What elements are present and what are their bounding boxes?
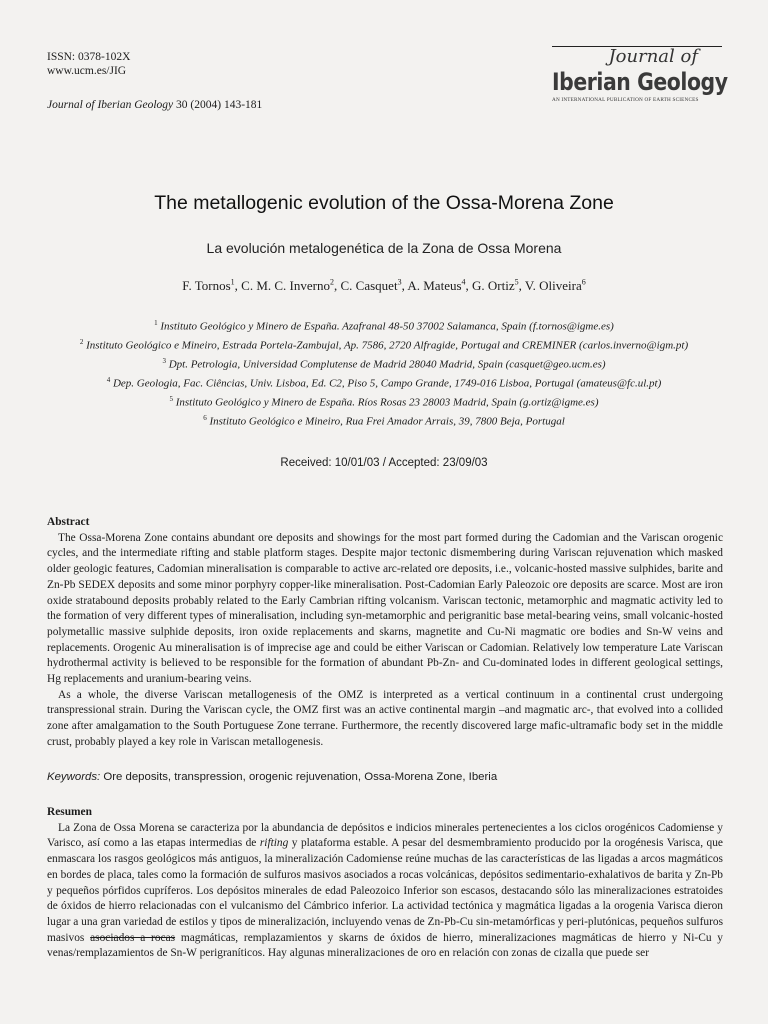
affiliation: $^4$ Dep. Geologia, Fac. Ciências, Univ. Lisboa, Ed. C2, Piso 5, Campo Grande, 1749-016 Lisboa, Portugal (amateus@fc.ul.pt) xyxy=(106,376,662,390)
resumen-section xyxy=(47,805,723,962)
journal-name: Journal of Iberian Geology xyxy=(47,99,174,111)
abstract-paragraph: As a whole, the diverse Variscan metallogenesis of the OMZ is interpreted as a vertical continuum in a continental crust undergoing transpressional strain. During the Variscan cycle, the OMZ first was an active continental margin –and magmatic arc-, that evolved into a collided zone after amalgamation to the South Portuguese Zone terrane. Furthermore, the recently discovered large mafic-ultramafic body set in the middle crust, probably played a key role in Variscan metallogenesis. xyxy=(47,688,723,748)
logo-main-text: Iberian Geology xyxy=(552,68,728,96)
affiliations xyxy=(60,316,708,430)
author: G. Ortiz$^5$, xyxy=(472,278,525,294)
citation-volume: 30 (2004) 143-181 xyxy=(173,99,263,111)
logo-tagline: AN INTERNATIONAL PUBLICATION OF EARTH SCIENCES xyxy=(552,97,699,103)
abstract-section xyxy=(47,515,723,751)
journal-url: www.ucm.es/JIG xyxy=(47,65,127,77)
logo-script-text: Journal of xyxy=(608,46,698,67)
resumen-paragraph: La Zona de Ossa Morena se caracteriza por la abundancia de depósitos e indicios minerales pertenecientes a los ciclos orogénicos Cadomiense y Varisco, así como a las etapas intermedias de rifting y plataforma estable. A pesar del desmembramiento producido por la orogénesis Varisca, que enmascara los rasgos geológicos más antiguos, la mineralización Cadomiense reúne muchas de las características de las ligadas a arcos magmáticos en bordes de placa, tales como la formación de sulfuros masivos asociados a rocas volcánicas, depósitos sedimentario-exhalativos de barita y Zn-Pb y pequeños pórfidos cupríferos. Los depósitos minerales de edad Paleozoico Inferior son escasos, destacando sólo las mineralizaciones estratoides de óxidos de hierro relacionadas con el vulcanismo del Cámbrico inferior. La actividad tectónica y magmática ligadas a la orogenia Varisca dieron lugar a una gran variedad de estilos y tipos de mineralización, incluyendo venas de Zn-Pb-Cu sin-metamórficas y peri-plutónicas, pequeños sulfuros masivos asociados a rocas magmáticas, remplazamientos y skarns de óxidos de hierro, mineralizaciones magmáticas de hierro y Ni-Cu y venas/remplazamientos de Sn-W perigraníticos. Hay algunas mineralizaciones de oro en relación con zonas de cizalla que puede ser xyxy=(47,821,724,960)
abstract-heading: Abstract xyxy=(47,516,90,528)
affiliation: $^2$ Instituto Geológico e Mineiro, Estrada Portela-Zambujal, Ap. 7586, 2720 Alfragide, Portugal and CREMINER (carlos.inverno@igm.pt) xyxy=(79,338,689,352)
article-title: The metallogenic evolution of the Ossa-Morena Zone xyxy=(154,192,614,214)
issn: ISSN: 0378-102X xyxy=(47,51,131,63)
resumen-heading: Resumen xyxy=(47,806,92,818)
affiliation: $^1$ Instituto Geológico y Minero de España. Azafranal 48-50 37002 Salamanca, Spain (f.tornos@igme.es) xyxy=(154,319,614,333)
journal-logo xyxy=(552,46,728,108)
author-list xyxy=(0,278,768,294)
journal-header xyxy=(47,50,262,112)
received-dates: Received: 10/01/03 / Accepted: 23/09/03 xyxy=(280,457,488,469)
author: C. Casquet$^3$, xyxy=(340,278,408,294)
keywords-label: Keywords: xyxy=(47,771,101,783)
keywords xyxy=(47,771,723,783)
author: A. Mateus$^4$, xyxy=(407,278,473,294)
citation xyxy=(47,98,262,112)
affiliation: $^6$ Instituto Geológico e Mineiro, Rua Frei Amador Arrais, 39, 7800 Beja, Portugal xyxy=(203,414,565,428)
abstract-paragraph: The Ossa-Morena Zone contains abundant ore deposits and showings for the most part formed during the Cadomian and the Variscan orogenic cycles, and the intermediate rifting and stable platform stages. Despite major tectonic dismembering during Variscan rejuvenation which masked older geologic features, Cadomian mineralisation is comparable to active arc-related ore deposits, i.e., volcanic-hosted massive sulphides, barite and Zn-Pb SEDEX deposits and some minor porphyry copper-like mineralisation. Post-Cadomian Early Paleozoic ore deposits are scarce. Most are iron oxide stratabound deposits probably related to the Early Cambrian rifting volcanism. Variscan tectonic, metamorphic and magmatic activity led to the formation of very different types of mineralisation, including syn-metamorphic and perigranitic base metal-bearing veins, small volcanic-hosted polymetallic massive sulphide deposits, iron oxide replacements and skarns, magnetite and Cu-Ni magmatic ore bodies and Sn-W veins and replacements. Orogenic Au mineralisation is of imprecise age and could be either Variscan or Cadomian. Relatively low temperature Late Variscan hydrothermal activity is believed to be responsible for the formation of abundant Pb-Zn- and Cu-dominated lodes in different geological settings, Hg replacements and uranium-bearing veins. xyxy=(47,531,723,686)
affiliation: $^5$ Instituto Geológico y Minero de España. Ríos Rosas 23 28003 Madrid, Spain (g.ortiz@igme.es) xyxy=(169,395,599,409)
author: F. Tornos$^1$, xyxy=(182,278,242,294)
struck-text: asociados a rocas xyxy=(90,931,176,944)
author: V. Oliveira$^6$ xyxy=(524,278,586,294)
affiliation: $^3$ Dpt. Petrologia, Universidad Complutense de Madrid 28040 Madrid, Spain (casquet@geo.ucm.es) xyxy=(162,357,606,371)
keywords-text: Ore deposits, transpression, orogenic rejuvenation, Ossa-Morena Zone, Iberia xyxy=(100,771,498,783)
article-subtitle: La evolución metalogenética de la Zona de Ossa Morena xyxy=(206,240,562,256)
author: C. M. C. Inverno$^2$, xyxy=(241,278,341,294)
